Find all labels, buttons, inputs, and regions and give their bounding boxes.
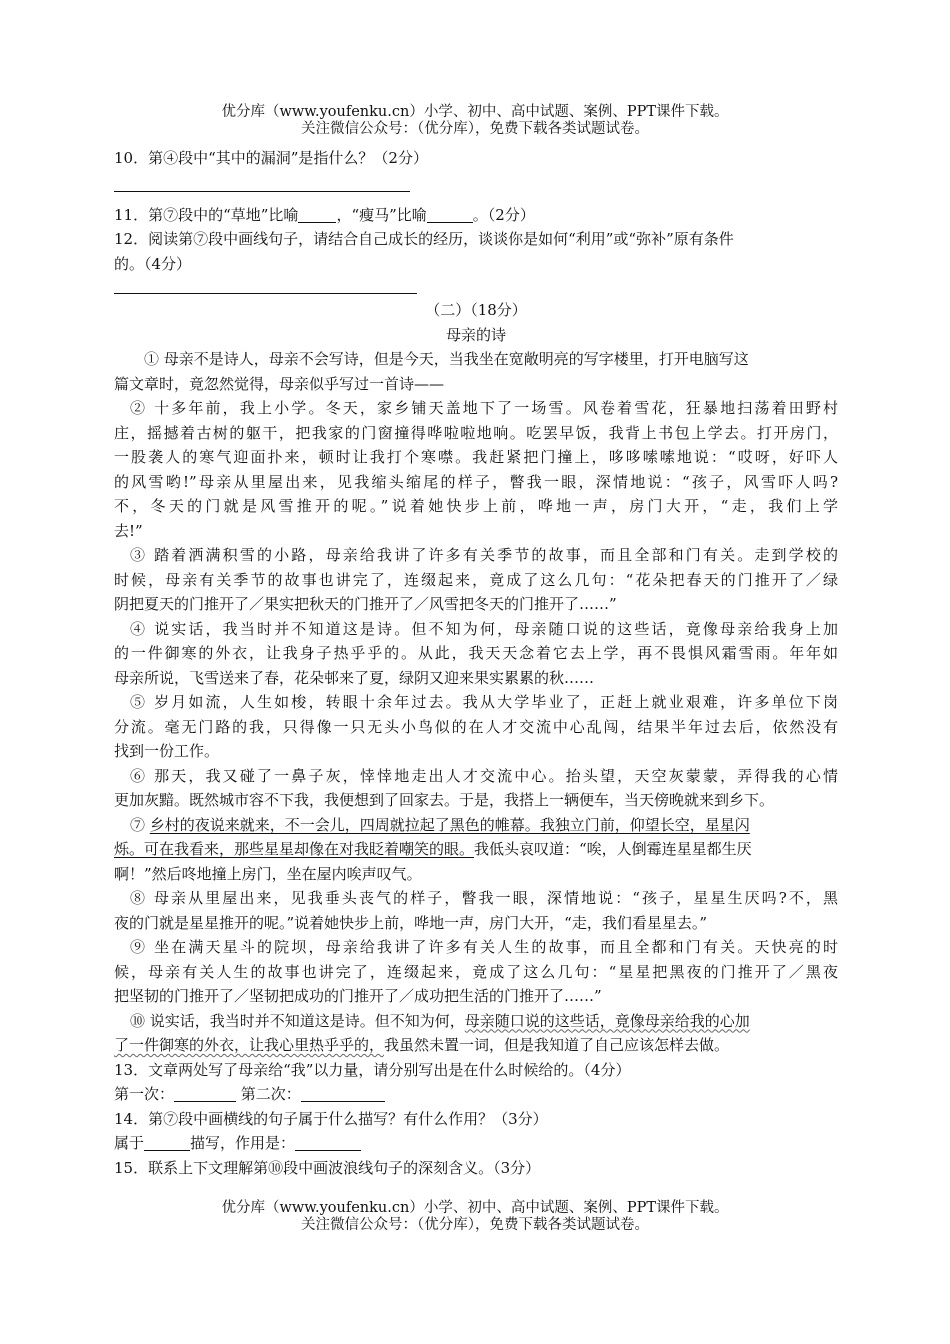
paragraph-9: ⑨ 坐在满天星斗的院坝，母亲给我讲了许多有关人生的故事，而且全都和门有关。天快亮的时 候，母亲有关人生的故事也讲完了，连缀起来，竟成了这么几句：“星星把黑夜的门推开了／黑夜 把坚韧的门推开了／坚韧把成功的门推开了／成功把生活的门推开了……”	[114, 938, 838, 1005]
blank-grass	[298, 207, 336, 223]
footer-line-1: 优分库（www.youfenku.cn）小学、初中、高中试题、案例、PPT课件下载。	[221, 1200, 729, 1216]
question-13: 13．文章两处写了母亲给“我”以力量，请分别写出是在什么时候给的。（4分）	[114, 1060, 631, 1079]
question-14: 14．第⑦段中画横线的句子属于什么描写？有什么作用？（3分）	[114, 1109, 548, 1128]
paragraph-2: ② 十多年前，我上小学。冬天，家乡铺天盖地下了一场雪。风卷着雪花，狂暴地扫荡着田野村 庄，摇撼着古树的躯干，把我家的门窗撞得哗啦啦地响。吃罢早饭，我背上书包上学去。打开房门， 一股袭人的寒气迎面扑来，顿时让我打个寒噤。我赶紧把门撞上，哆哆嗦嗦地说：“哎呀，好吓人 的风雪哟!”母亲从里屋出来，见我缩头缩尾的样子，瞥我一眼，深情地说：“孩子，风雪吓人吗? 不，冬天的门就是风雪推开的呢。”说着她快步上前，哗地一声，房门大开，“走，我们上学 去!”	[114, 399, 838, 540]
wavy-sentence: 母亲随口说的这些话，竟像母亲给我的心加	[464, 1011, 750, 1030]
page-header	[0, 104, 950, 138]
paragraph-7: ⑦ 乡村的夜说来就来，不一会儿，四周就拉起了黑色的帷幕。我独立门前，仰望长空，星星闪 烁。可在我看来，那些星星却像在对我眨着嘲笑的眼。我低头哀叹道：“唉，人倒霉连星星都生厌 啊！”然后咚地撞上房门，坐在屋内唉声叹气。	[114, 815, 752, 883]
document-body	[114, 146, 838, 1180]
article-title: 母亲的诗	[445, 325, 506, 344]
question-11: 11．第⑦段中的“草地”比喻 ，“瘦马”比喻 。（2分）	[114, 205, 535, 224]
blank-second-time	[301, 1086, 385, 1102]
underlined-sentence: 乡村的夜说来就来，不一会儿，四周就拉起了黑色的帷幕。我独立门前，仰望长空，星星闪	[149, 815, 750, 834]
header-line-1: 优分库（www.youfenku.cn）小学、初中、高中试题、案例、PPT课件下载。	[221, 104, 729, 120]
question-14-answers: 属于 描写，作用是：	[114, 1131, 838, 1156]
answer-line-12	[114, 293, 417, 294]
paragraph-4: ④ 说实话，我当时并不知道这是诗。但不知为何，母亲随口说的这些话，竟像母亲给我身上加 的一件御寒的外衣，让我身子热乎乎的。从此，我天天念着它去上学，再不畏惧风霜雪雨。年年如 母亲所说，飞雪送来了春，花朵邨来了夏，绿阴又迎来果实累累的秋……	[114, 619, 838, 687]
blank-horse	[427, 207, 473, 223]
question-10: 10．第④段中“其中的漏洞”是指什么？（2分）	[114, 149, 428, 167]
underlined-sentence-cont: 烁。可在我看来，那些星星却像在对我眨着嘲笑的眼。	[114, 840, 475, 858]
wavy-sentence-cont: 了一件御寒的外衣，让我心里热乎乎的，	[114, 1036, 385, 1054]
footer-line-2: 关注微信公众号：（优分库），免费下载各类试题试卷。	[301, 1217, 649, 1233]
paragraph-5: ⑤ 岁月如流，人生如梭，转眼十余年过去。我从大学毕业了，正赶上就业艰难，许多单位下岗 分流。毫无门路的我，只得像一只无头小鸟似的在人才交流中心乱闯，结果半年过去后，依然没有 找到一份工作。	[114, 693, 838, 760]
blank-effect	[295, 1135, 361, 1151]
paragraph-10: ⑩ 说实话，我当时并不知道这是诗。但不知为何，母亲随口说的这些话，竟像母亲给我的心加 了一件御寒的外衣，让我心里热乎乎的，我虽然未置一词，但是我知道了自己应该怎样去做。	[114, 1011, 750, 1054]
question-15: 15．联系上下文理解第⑩段中画波浪线句子的深刻含义。（3分）	[114, 1158, 541, 1177]
section-title: （二）（18分）	[425, 301, 527, 319]
blank-first-time	[174, 1086, 236, 1102]
blank-description-type	[144, 1135, 190, 1151]
header-line-2: 关注微信公众号：（优分库），免费下载各类试题试卷。	[301, 121, 649, 137]
question-13-answers: 第一次： 第二次：	[114, 1082, 838, 1107]
paragraph-1: ① 母亲不是诗人，母亲不会写诗，但是今天，当我坐在宽敞明亮的写字楼里，打开电脑写这 篇文章时，竟忽然觉得，母亲似乎写过一首诗——	[114, 350, 749, 393]
question-12-line-1: 12．阅读第⑦段中画线句子，请结合自己成长的经历，谈谈你是如何“利用”或“弥补”原有条件	[114, 230, 734, 248]
paragraph-3: ③ 踏着洒满积雪的小路，母亲给我讲了许多有关季节的故事，而且全部和门有关。走到学校的 时候，母亲有关季节的故事也讲完了，连缀起来，竟成了这么几句：“花朵把春天的门推开了／绿 阴把夏天的门推开了／果实把秋天的门推开了／风雪把冬天的门推开了……”	[114, 546, 838, 613]
page-footer	[0, 1200, 950, 1234]
paragraph-8: ⑧ 母亲从里屋出来，见我垂头丧气的样子，瞥我一眼，深情地说：“孩子，星星生厌吗?不，黑 夜的门就是星星推开的呢。”说着她快步上前，哗地一声，房门大开，“走，我们看星星去。”	[114, 889, 838, 932]
question-12-line-2: 的。（4分）	[114, 254, 192, 273]
paragraph-6: ⑥ 那天，我又碰了一鼻子灰，悻悻地走出人才交流中心。抬头望，天空灰蒙蒙，弄得我的心情 更加灰黯。既然城市容不下我，我便想到了回家去。于是，我搭上一辆便车，当天傍晚就来到乡下。	[114, 766, 838, 809]
